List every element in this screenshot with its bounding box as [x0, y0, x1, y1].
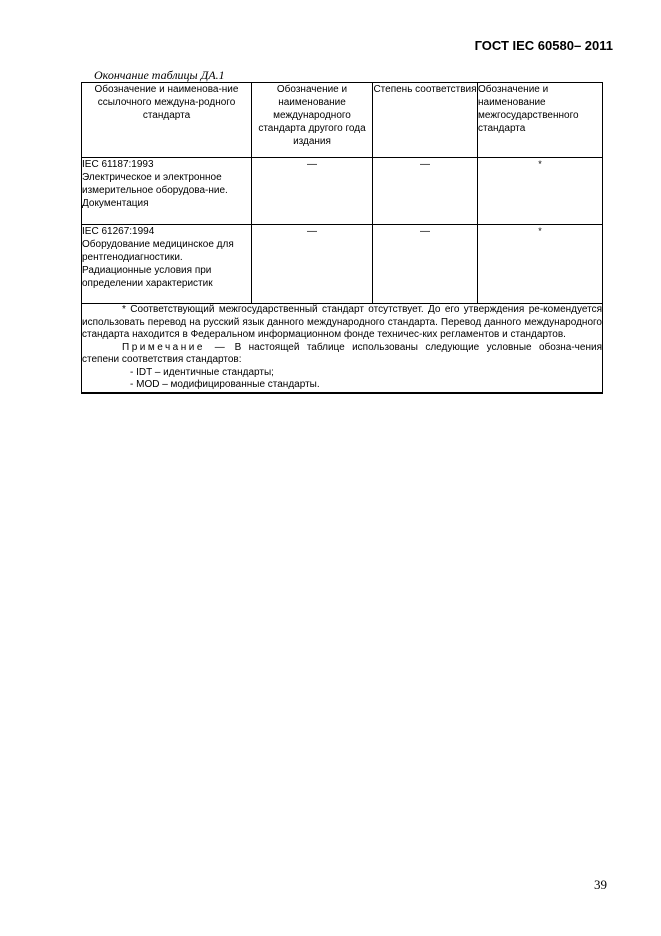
table-row [82, 225, 603, 304]
note-item-mod: - MOD – модифицированные стандарты. [130, 379, 320, 390]
page-number: 39 [594, 877, 607, 892]
degree-cell: — [373, 225, 478, 304]
column-header-interstate: Обозначение и наименование межгосударственного стандарта [478, 83, 603, 158]
standard-code: IEC 61267:1994 [82, 226, 155, 237]
degree-cell: — [373, 158, 478, 225]
note-label: Примечание — [122, 341, 228, 353]
standard-title: Оборудование медицинское для рентгенодиагностики. Радиационные условия при определении характеристик [82, 239, 234, 289]
document-header: ГОСТ IEC 60580– 2011 [474, 38, 613, 53]
table-notes [82, 304, 603, 393]
note-item-idt: - IDT – идентичные стандарты; [130, 366, 274, 378]
table-header-row [82, 83, 603, 158]
standards-table [81, 82, 603, 394]
table-notes-row [82, 304, 603, 393]
column-header-other-edition: Обозначение и наименование международного стандарта другого года издания [252, 83, 373, 158]
standard-code: IEC 61187:1993 [82, 159, 154, 170]
standard-cell [82, 225, 252, 304]
standard-title: Электрическое и электронное измерительное оборудова-ние. Документация [82, 172, 228, 209]
interstate-cell: * [478, 225, 603, 304]
other-edition-cell: — [252, 158, 373, 225]
interstate-cell: * [478, 158, 603, 225]
table-caption: Окончание таблицы ДА.1 [94, 68, 225, 82]
column-header-international: Обозначение и наименова-ние ссылочного междуна-родного стандарта [82, 83, 252, 158]
column-header-degree: Степень соответствия [373, 83, 478, 158]
note-paragraph [82, 342, 602, 367]
table-row [82, 158, 603, 225]
other-edition-cell: — [252, 225, 373, 304]
standard-cell [82, 158, 252, 225]
footnote-text: * Соответствующий межгосударственный стандарт отсутствует. До его утверждения ре-комендуется использовать перевод на русский язык данного международного стандарта. Перевод данного международного стандарта находится в Федеральном информационном фонде техничес-ких регламентов и стандартов. [82, 304, 602, 340]
note-text: В настоящей таблице использованы следующие условные обозна-чения степени соответствия стандартов: [82, 341, 602, 365]
